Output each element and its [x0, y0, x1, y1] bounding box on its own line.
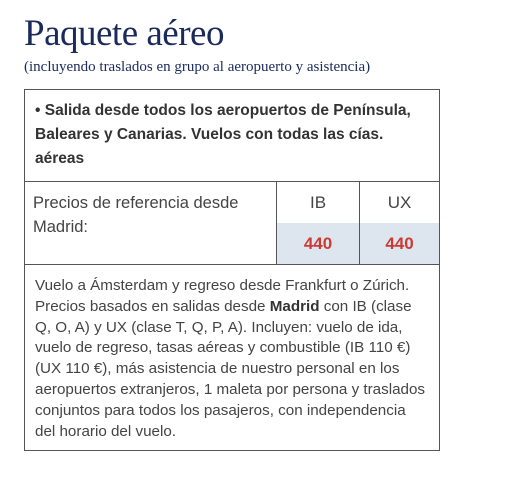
- airline-header: UX: [387, 192, 412, 212]
- airline-header: IB: [309, 192, 327, 212]
- description-part: con IB (clase Q, O, A) y UX (clase T, Q, P, A). Incluyen: vuelo de ida, vuelo de regreso, tasas aéreas y combustible (IB 110 €) (UX 110 €), más asistencia de nuestro personal en los aeropuertos extranjeros, 1 maleta por persona y traslados conjuntos para todos los pasajeros, con independencia del horario del vuelo.: [35, 297, 426, 440]
- page-subtitle: (incluyendo traslados en grupo al aeropuerto y asistencia): [24, 59, 371, 75]
- highlight-line: • Salida desde todos los aeropuertos de Península,: [35, 102, 411, 119]
- price-label-line: Precios de referencia desde: [33, 194, 239, 212]
- page-title: Paquete aéreo: [24, 13, 224, 54]
- highlight-line: Baleares y Canarias. Vuelos con todas las cías. aéreas: [35, 126, 384, 167]
- description-bold: Madrid: [269, 297, 320, 315]
- description-text: [25, 265, 439, 450]
- price-label-line: Madrid:: [33, 218, 89, 236]
- price-label: [25, 182, 276, 264]
- info-box: [24, 89, 440, 451]
- departure-highlight: [25, 90, 439, 182]
- price-table: [25, 182, 439, 265]
- price-value: 440: [360, 223, 439, 264]
- price-column-ib: [276, 182, 359, 264]
- price-value: 440: [277, 223, 359, 264]
- description-part: Vuelo a Ámsterdam y regreso desde Frankfurt o Zúrich. Precios basados en salidas desde: [35, 277, 410, 315]
- price-column-ux: [359, 182, 439, 264]
